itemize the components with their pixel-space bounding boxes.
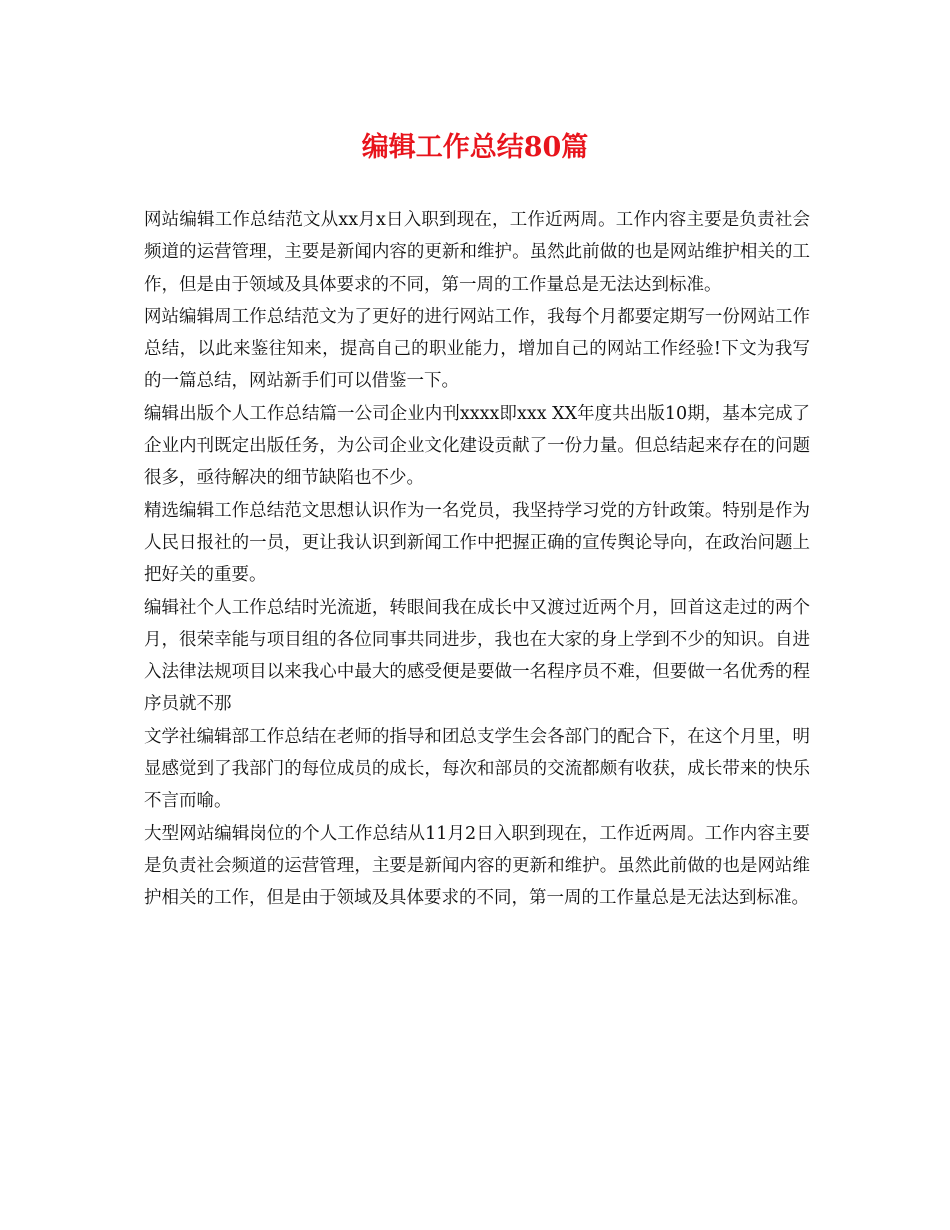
paragraph: 大型网站编辑岗位的个人工作总结从11月2日入职到现在，工作近两周。工作内容主要是负责社会频道的运营管理，主要是新闻内容的更新和维护。虽然此前做的也是网站维护相关的工作，但是由于领域及具体要求的不同，第一周的工作量总是无法达到标准。 <box>144 823 810 909</box>
document-body <box>144 204 810 915</box>
paragraph: 编辑出版个人工作总结篇一公司企业内刊xxxx即xxx XX年度共出版10期，基本完成了企业内刊既定出版任务，为公司企业文化建设贡献了一份力量。但总结起来存在的问题很多，亟待解决的细节缺陷也不少。 <box>144 403 810 489</box>
document-title: 编辑工作总结80篇 <box>361 132 589 163</box>
paragraph: 网站编辑工作总结范文从xx月x日入职到现在，工作近两周。工作内容主要是负责社会频道的运营管理，主要是新闻内容的更新和维护。虽然此前做的也是网站维护相关的工作，但是由于领域及具体要求的不同，第一周的工作量总是无法达到标准。 <box>144 210 810 295</box>
paragraph: 编辑社个人工作总结时光流逝，转眼间我在成长中又渡过近两个月，回首这走过的两个月，很荣幸能与项目组的各位同事共同进步，我也在大家的身上学到不少的知识。自进入法律法规项目以来我心中最大的感受便是要做一名程序员不难，但要做一名优秀的程序员就不那 <box>144 597 810 715</box>
paragraph: 网站编辑周工作总结范文为了更好的进行网站工作，我每个月都要定期写一份网站工作总结，以此来鉴往知来，提高自己的职业能力，增加自己的网站工作经验!下文为我写的一篇总结，网站新手们可以借鉴一下。 <box>144 306 810 392</box>
paragraph: 精选编辑工作总结范文思想认识作为一名党员，我坚持学习党的方针政策。特别是作为人民日报社的一员，更让我认识到新闻工作中把握正确的宣传舆论导向，在政治问题上把好关的重要。 <box>144 500 810 586</box>
paragraph: 文学社编辑部工作总结在老师的指导和团总支学生会各部门的配合下，在这个月里，明显感觉到了我部门的每位成员的成长，每次和部员的交流都颇有收获，成长带来的快乐不言而喻。 <box>144 726 810 812</box>
